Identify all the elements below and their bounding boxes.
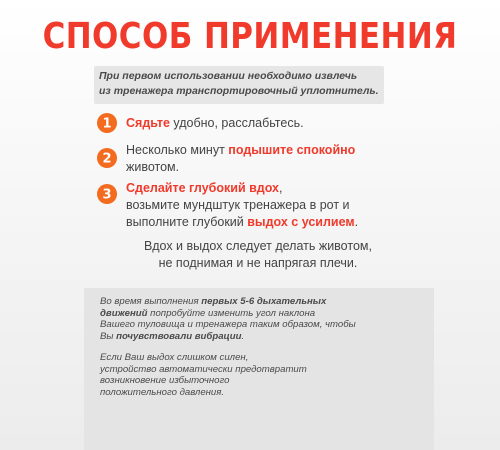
info-1-b3: почувствовали вибрации [116, 330, 242, 342]
step-2-text [126, 142, 406, 176]
info-2-line-2: устройство автоматически предотвратит [100, 363, 307, 375]
info-1-p4: Вы [100, 330, 117, 342]
info-1-b2: движений [100, 307, 148, 319]
step-2-before: Несколько минут [126, 143, 229, 157]
info-vibration [100, 296, 400, 342]
step-2-badge [96, 147, 118, 169]
step-3-highlight: Сделайте глубокий вдох [126, 181, 280, 195]
breathing-note [118, 238, 398, 272]
step-3-line-1 [126, 180, 406, 197]
step-3-line-3-after: . [354, 215, 359, 229]
number-three-icon [96, 183, 118, 205]
subtitle-line-1: При первом использовании необходимо извлечь [99, 70, 358, 82]
info-1-p1: Во время выполнения [100, 296, 202, 307]
info-2-line-3: возникновение избыточного [100, 375, 230, 386]
info-1-line-4 [100, 331, 400, 343]
info-1-p5: . [241, 330, 245, 342]
step-2-highlight: подышите спокойно [228, 143, 356, 157]
number-one-icon [96, 112, 118, 134]
info-pressure [100, 352, 400, 398]
page-title: СПОСОБ ПРИМЕНЕНИЯ [42, 16, 458, 57]
subtitle-line-2: из тренажера транспортировочный уплотнитель. [99, 85, 379, 97]
note-line-1: Вдох и выдох следует делать животом, [144, 239, 372, 253]
subtitle-text [99, 69, 399, 99]
step-3-line-3-before: выполните глубокий [126, 215, 248, 229]
info-1-p2: попробуйте изменить угол наклона [147, 307, 316, 319]
info-1-line-3: Вашего туловища и тренажера таким образом, чтобы [100, 319, 356, 330]
info-1-line-1 [100, 296, 400, 308]
step-3-text [126, 180, 406, 231]
step-1-number: 1 [102, 116, 112, 132]
step-3-badge [96, 183, 118, 205]
info-1-line-2 [100, 308, 400, 320]
step-1-badge [96, 112, 118, 134]
info-2-line-1: Если Ваш выдох слишком силен, [100, 352, 249, 363]
info-1-b1: первых 5-6 дыхательных [201, 296, 327, 307]
info-2-line-4: положительного давления. [100, 386, 225, 398]
step-2-number: 2 [102, 151, 112, 167]
step-1-text [126, 115, 406, 132]
step-3-line-2: возьмите мундштук тренажера в рот и [126, 198, 350, 212]
step-1-rest: удобно, расслабьтесь. [169, 116, 304, 130]
step-3-line-3 [126, 214, 406, 231]
step-1-highlight: Сядьте [126, 116, 170, 130]
step-3-line-3-highlight: выдох с усилием [247, 215, 355, 229]
number-two-icon [96, 147, 118, 169]
step-3-number: 3 [102, 187, 112, 203]
step-3-comma: , [279, 181, 283, 195]
step-2-line-1 [126, 142, 406, 159]
note-line-2: не поднимая и не напрягая плечи. [158, 256, 358, 270]
step-2-line-2: животом. [126, 160, 180, 174]
